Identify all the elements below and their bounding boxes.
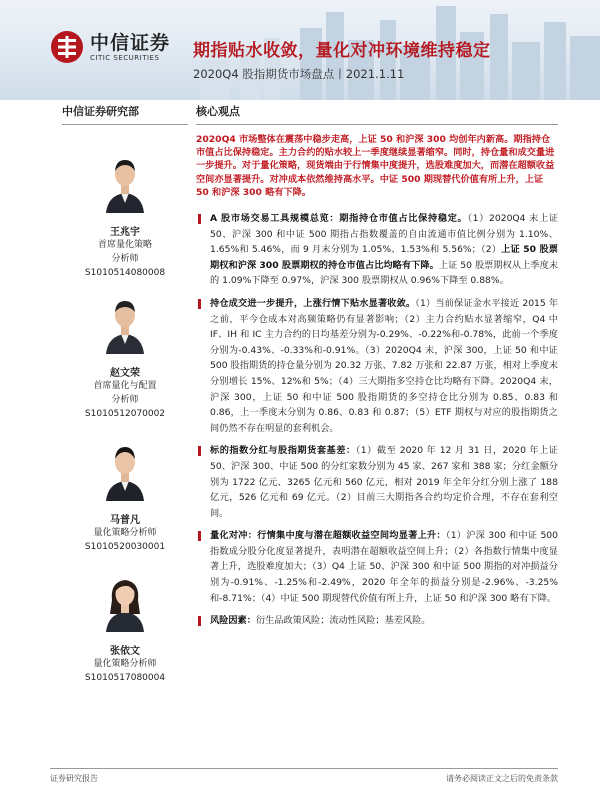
report-header	[0, 0, 600, 100]
analyst-photo-male	[100, 292, 150, 354]
analyst-license-id: S1010517080004	[84, 673, 166, 683]
main-content	[196, 103, 558, 629]
paragraph-text: （1）2020Q4 末上证 50、沪深 300 和中证 500 期指占指数覆盖的自由流通市值比例分别为 1.10%、1.65%和 5.46%，而 9 月末分别为 1.05%、1.53%和 5.56%；（2）	[210, 213, 559, 256]
bullet-bar-icon	[198, 214, 201, 224]
paragraph-risk-factors	[196, 613, 558, 629]
research-dept-heading: 中信证券研究部	[62, 103, 188, 125]
bullet-bar-icon	[198, 531, 201, 541]
paragraph-open-interest	[196, 296, 558, 436]
paragraph-quant-hedge	[196, 528, 558, 606]
paragraph-lead: 风险因素：	[210, 615, 256, 627]
page-footer	[50, 768, 558, 784]
paragraph-lead: A 股市场交易工具规模总览：期指持仓市值占比保持稳定。	[210, 213, 468, 225]
core-views-heading: 核心观点	[196, 103, 558, 125]
analyst-card	[62, 570, 188, 685]
analyst-photo-female	[100, 570, 150, 632]
analyst-title: 量化策略分析师	[93, 659, 157, 669]
analyst-title: 首席量化与配置	[93, 381, 157, 391]
paragraph-lead: 标的指数分红与股指期货套基差：	[210, 445, 356, 457]
analyst-card	[62, 292, 188, 421]
analyst-sidebar	[62, 103, 188, 685]
bullet-bar-icon	[198, 446, 201, 456]
citic-logo-icon	[50, 30, 84, 64]
analyst-title-line2: 分析师	[111, 254, 139, 264]
analyst-photo-male	[100, 151, 150, 213]
analyst-photo-male	[100, 439, 150, 501]
report-subtitle: 2020Q4 股指期货市场盘点丨2021.1.11	[193, 67, 405, 81]
analyst-card	[62, 151, 188, 280]
paragraph-text-2: 上证 50 股票期权从上季度末的 1.09%下降至 0.97%，沪深 300 股票期权从 0.96%下降至 0.88%。	[210, 259, 559, 287]
brand-name-cn: 中信证券	[90, 32, 171, 54]
paragraph-lead: 持仓成交进一步提升，上涨行情下贴水显著收敛。	[210, 297, 416, 309]
analyst-name: 张依文	[110, 646, 140, 657]
paragraph-text: （1）当前保证金水平接近 2015 年之前，平今仓成本对高频策略仍有显著影响；（2）主力合约贴水显著缩窄，Q4 中 IF、IH 和 IC 主力合约的日均基差分别为-0.29%、-0.22%和-0.78%，此前一个季度分别为-0.43%、-0.33%和-0.91%。（3）2020Q4 末，沪深 300，上证 50 和中证 500 股指期货的持仓量分别为 20.32 万张、7.82 万张和 22.87 万张，相对上季度末分别增长 15%、12%和 5%；（4）三大期指多空持仓比均略有下降。2020Q4 末，沪深 300，上证 50 和中证 500 股指期货的多空持仓比分别为 0.85、0.83 和 0.86，上一季度末分别为 0.86、0.83 和 0.87；（5）ETF 期权与对应的股指期货之间仍然不存在明显的套利机会。	[210, 297, 559, 434]
analyst-name: 马普凡	[110, 515, 140, 526]
analyst-card	[62, 439, 188, 554]
paragraph-lead-2: 上证 50 股票期权和沪深 300 股票期权的持仓市值占比均略有下降。	[210, 244, 558, 271]
analyst-title: 量化策略分析师	[93, 528, 157, 538]
brand-logo	[50, 30, 170, 64]
paragraph-lead: 量化对冲：行情集中度与潜在超额收益空间均显著上升：	[210, 530, 446, 542]
paragraph-text: （1）截至 2020 年 12 月 31 日，2020 年上证 50、沪深 300、中证 500 的分红家数分别为 45 家、267 家和 388 家；分红金额分别为 1722 亿元、3265 亿元和 560 亿元，相对 2019 年全年分红分别上涨了 188 亿元，526 亿元和 69 亿元。（2）目前三大期指各合约均定价合理，不存在套利空间。	[210, 445, 558, 519]
footer-report-type: 证券研究报告	[50, 774, 98, 783]
bullet-bar-icon	[198, 616, 201, 626]
analyst-name: 赵文荣	[110, 368, 140, 379]
paragraph-market-overview	[196, 211, 558, 289]
paragraph-text: （1）沪深 300 和中证 500 指数成分股分化度显著提升，表明潜在超额收益空间上升；（2）各指数行情集中度显著上升，选股难度加大；（3）Q4 上证 50、沪深 300 和中证 500 期指的对冲损益分别为-0.91%、-1.25%和-2.49%，2020 年全年的损益分别是-2.96%、-3.25%和-8.71%；（4）中证 500 期现替代价值有所上升，上证 50 和沪深 300 略有下降。	[210, 530, 558, 604]
analyst-title: 首席量化策略	[97, 240, 152, 250]
analyst-license-id: S1010520030001	[84, 542, 166, 552]
paragraph-text: 衍生品政策风险；流动性风险；基差风险。	[255, 615, 431, 627]
report-title: 期指贴水收敛，量化对冲环境维持稳定	[193, 41, 491, 61]
brand-name-en: CITIC SECURITIES	[90, 54, 160, 62]
paragraph-dividends	[196, 443, 558, 521]
footer-disclaimer-note: 请务必阅读正文之后的免责条款	[446, 774, 558, 783]
analyst-license-id: S1010512070002	[84, 409, 166, 419]
analyst-title-line2: 分析师	[111, 395, 139, 405]
bullet-bar-icon	[198, 299, 201, 309]
analyst-name: 王兆宇	[110, 227, 140, 238]
analyst-license-id: S1010514080008	[84, 268, 166, 278]
summary-highlight: 2020Q4 市场整体在震荡中稳步走高，上证 50 和沪深 300 均创年内新高。期指持仓市值占比保持稳定。主力合约的贴水较上一季度继续显著缩窄。同时，持仓量和成交量进一步提升。对于量化策略，现货端由于行情集中度提升，选股难度加大，而潜在超额收益空间亦显著提升。对冲成本依然维持高水平。中证 500 期现替代价值有所上升，上证 50 和沪深 300 略有下降。	[196, 134, 555, 198]
